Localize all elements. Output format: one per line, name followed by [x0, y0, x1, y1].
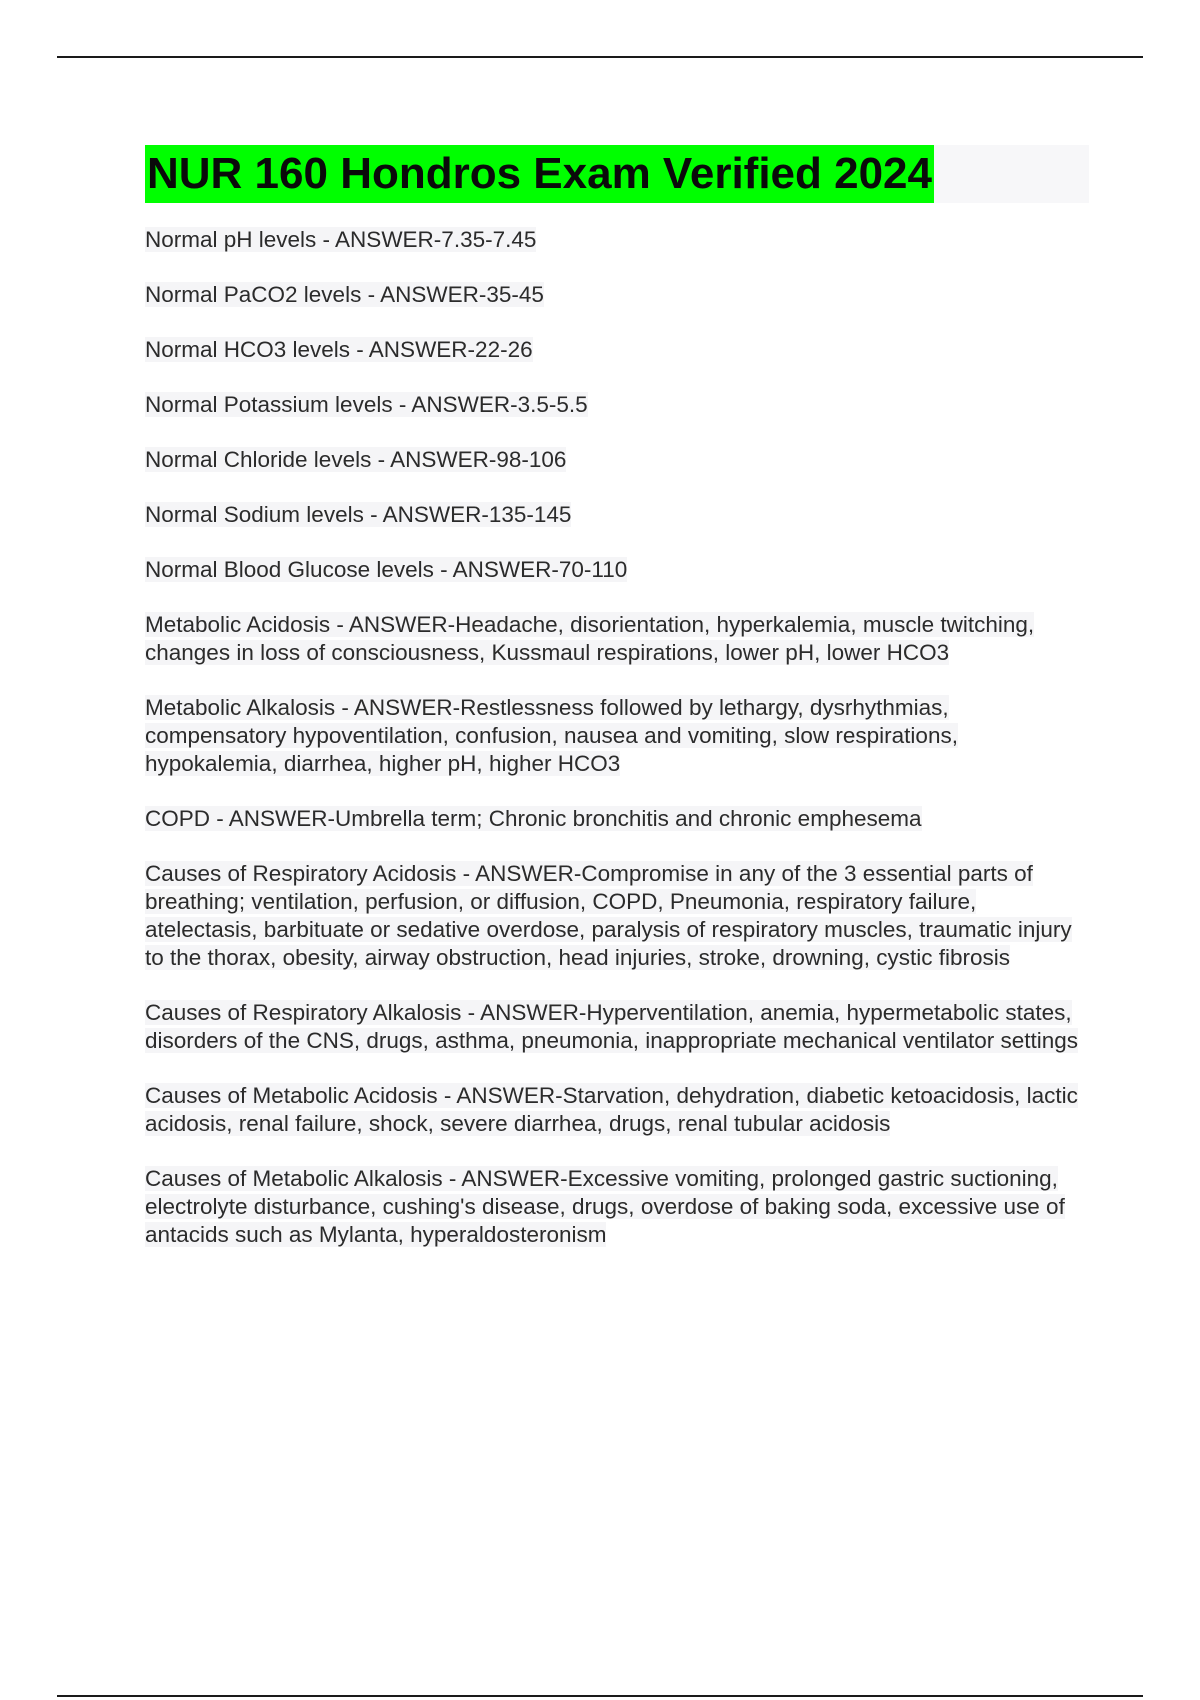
title-band — [145, 145, 1089, 203]
qa-text: Metabolic Acidosis - ANSWER-Headache, disorientation, hyperkalemia, muscle twitching, changes in loss of consciousness, Kussmaul respirations, lower pH, lower HCO3 — [145, 612, 1035, 665]
qa-text: Causes of Respiratory Alkalosis - ANSWER-Hyperventilation, anemia, hypermetabolic states, disorders of the CNS, drugs, asthma, pneumonia, inappropriate mechanical ventilator settings — [145, 1000, 1078, 1053]
list-item — [145, 694, 1085, 778]
qa-text: Metabolic Alkalosis - ANSWER-Restlessness followed by lethargy, dysrhythmias, compensatory hypoventilation, confusion, nausea and vomiting, slow respirations, hypokalemia, diarrhea, higher pH, higher HCO3 — [145, 695, 958, 776]
qa-text: Normal Blood Glucose levels - ANSWER-70-110 — [145, 557, 628, 582]
list-item — [145, 611, 1085, 667]
list-item — [145, 226, 1085, 254]
list-item — [145, 999, 1085, 1055]
qa-text: Causes of Metabolic Alkalosis - ANSWER-Excessive vomiting, prolonged gastric suctioning, electrolyte disturbance, cushing's disease, drugs, overdose of baking soda, excessive use of antacids such as Mylanta, hyperaldosteronism — [145, 1166, 1065, 1247]
list-item — [145, 805, 1085, 833]
list-item — [145, 446, 1085, 474]
qa-text: Causes of Respiratory Acidosis - ANSWER-Compromise in any of the 3 essential parts of breathing; ventilation, perfusion, or diffusion, COPD, Pneumonia, respiratory failure, atelectasis, barbituate or sedative overdose, paralysis of respiratory muscles, traumatic injury to the thorax, obesity, airway obstruction, head injuries, stroke, drowning, cystic fibrosis — [145, 861, 1072, 970]
list-item — [145, 1165, 1085, 1249]
list-item — [145, 391, 1085, 419]
qa-text: Normal Chloride levels - ANSWER-98-106 — [145, 447, 567, 472]
list-item — [145, 556, 1085, 584]
list-item — [145, 281, 1085, 309]
qa-text: Normal Sodium levels - ANSWER-135-145 — [145, 502, 572, 527]
qa-text: Normal pH levels - ANSWER-7.35-7.45 — [145, 227, 537, 252]
bottom-divider — [57, 1695, 1143, 1697]
qa-text: COPD - ANSWER-Umbrella term; Chronic bronchitis and chronic emphesema — [145, 806, 922, 831]
qa-text: Causes of Metabolic Acidosis - ANSWER-Starvation, dehydration, diabetic ketoacidosis, lactic acidosis, renal failure, shock, severe diarrhea, drugs, renal tubular acidosis — [145, 1083, 1078, 1136]
qa-text: Normal HCO3 levels - ANSWER-22-26 — [145, 337, 533, 362]
qa-text: Normal PaCO2 levels - ANSWER-35-45 — [145, 282, 544, 307]
list-item — [145, 336, 1085, 364]
list-item — [145, 860, 1085, 972]
top-divider — [57, 56, 1143, 58]
qa-text: Normal Potassium levels - ANSWER-3.5-5.5 — [145, 392, 588, 417]
page-title: NUR 160 Hondros Exam Verified 2024 — [145, 145, 934, 203]
list-item — [145, 1082, 1085, 1138]
list-item — [145, 501, 1085, 529]
qa-list — [145, 226, 1085, 1276]
